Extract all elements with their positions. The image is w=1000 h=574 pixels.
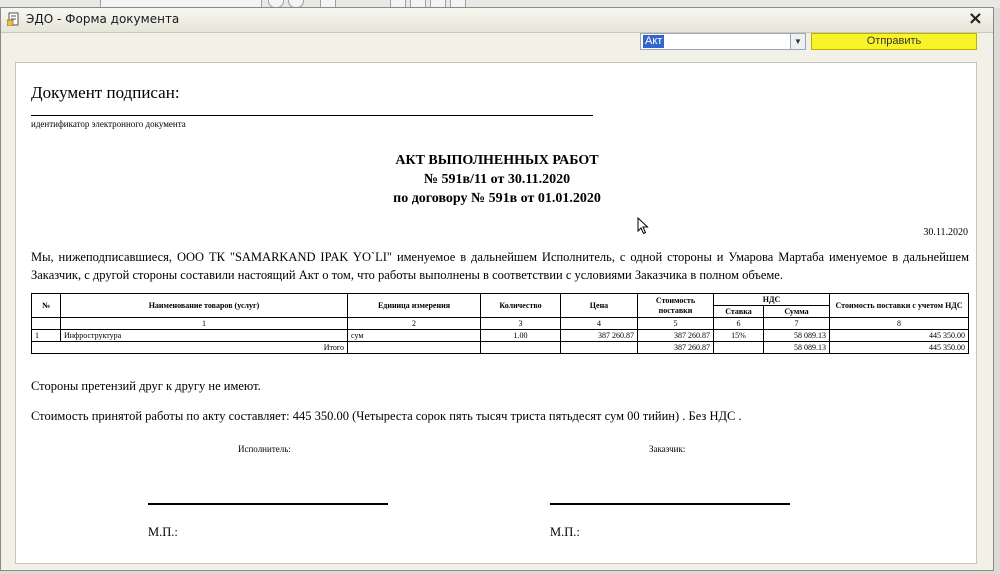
- row-vat-sum: 58 089.13: [764, 330, 830, 342]
- customer-label: Заказчик:: [649, 444, 686, 454]
- row-num: 1: [32, 330, 61, 342]
- close-button[interactable]: ×: [967, 8, 983, 29]
- row-vat-rate: 15%: [714, 330, 764, 342]
- services-table: [31, 293, 969, 354]
- row-cost: 387 260.87: [638, 330, 714, 342]
- row-qty: 1.00: [481, 330, 561, 342]
- row-name: Инфроструктура: [61, 330, 348, 342]
- header-vat-rate: Ставка: [714, 306, 764, 318]
- document-id-caption: идентификатор электронного документа: [31, 119, 186, 129]
- row-total: 445 350.00: [830, 330, 969, 342]
- column-number: 5: [638, 318, 714, 330]
- document-title: [16, 151, 978, 208]
- table-header-row: [32, 294, 969, 306]
- header-num: №: [32, 294, 61, 318]
- mouse-cursor-icon: [637, 217, 649, 235]
- signed-label: Документ подписан:: [31, 83, 180, 102]
- column-number: 8: [830, 318, 969, 330]
- chevron-down-icon[interactable]: ▼: [790, 34, 805, 49]
- form-toolbar: [1, 32, 993, 54]
- header-name: Наименование товаров (услуг): [61, 294, 348, 318]
- signature-id-line: [31, 115, 593, 116]
- document-preview: [15, 62, 977, 564]
- column-number: 3: [481, 318, 561, 330]
- executor-label: Исполнитель:: [238, 444, 291, 454]
- column-number: 4: [561, 318, 638, 330]
- executor-signature-line: [148, 503, 388, 505]
- header-vat-sum: Сумма: [764, 306, 830, 318]
- title-number-line: № 591в/11 от 30.11.2020: [423, 172, 571, 187]
- column-number: 7: [764, 318, 830, 330]
- document-form-icon: [7, 12, 21, 26]
- totals-label: Итого: [32, 342, 348, 354]
- header-price: Цена: [561, 294, 638, 318]
- row-unit: сум: [348, 330, 481, 342]
- document-type-select[interactable]: [640, 33, 806, 50]
- row-price: 387 260.87: [561, 330, 638, 342]
- document-form-window: [0, 7, 994, 571]
- customer-stamp-label: М.П.:: [550, 525, 580, 539]
- title-contract-line: по договору № 591в от 01.01.2020: [393, 191, 601, 206]
- header-total: Стоимость поставки с учетом НДС: [830, 294, 969, 318]
- title-line: АКТ ВЫПОЛНЕННЫХ РАБОТ: [395, 153, 599, 168]
- table-column-numbers-row: [32, 318, 969, 330]
- document-date: 30.11.2020: [923, 227, 968, 238]
- totals-total: 445 350.00: [830, 342, 969, 354]
- document-type-value: Акт: [645, 35, 663, 47]
- table-row: [32, 330, 969, 342]
- totals-vat-sum: 58 089.13: [764, 342, 830, 354]
- table-totals-row: [32, 342, 969, 354]
- executor-stamp-label: М.П.:: [148, 525, 178, 539]
- customer-signature-line: [550, 503, 790, 505]
- window-title: ЭДО - Форма документа: [26, 12, 180, 26]
- header-vat: НДС: [714, 294, 830, 306]
- window-titlebar: [1, 8, 993, 33]
- totals-cost: 387 260.87: [638, 342, 714, 354]
- header-cost: Стоимость поставки: [638, 294, 714, 318]
- column-number: 2: [348, 318, 481, 330]
- column-number: 6: [714, 318, 764, 330]
- no-claims-text: Стороны претензий друг к другу не имеют.: [31, 379, 261, 393]
- column-number: 1: [61, 318, 348, 330]
- header-unit: Единица измерения: [348, 294, 481, 318]
- intro-paragraph: Мы, нижеподписавшиеся, ООО ТК "SAMARKAND IPAK YO`LI" именуемое в дальнейшем Исполнитель, с одной стороны и Умарова Мартаба именуемое в дальнейшем Заказчик, с другой стороны составили настоящий Акт о том, что работы выполнены в соответствии с условиями Заказчика в полном объеме.: [31, 250, 969, 282]
- cost-sentence: Стоимость принятой работы по акту составляет: 445 350.00 (Четыреста сорок пять тысяч триста пятьдесят сум 00 тийин) . Без НДС .: [31, 409, 742, 423]
- send-button[interactable]: Отправить: [811, 33, 977, 50]
- header-qty: Количество: [481, 294, 561, 318]
